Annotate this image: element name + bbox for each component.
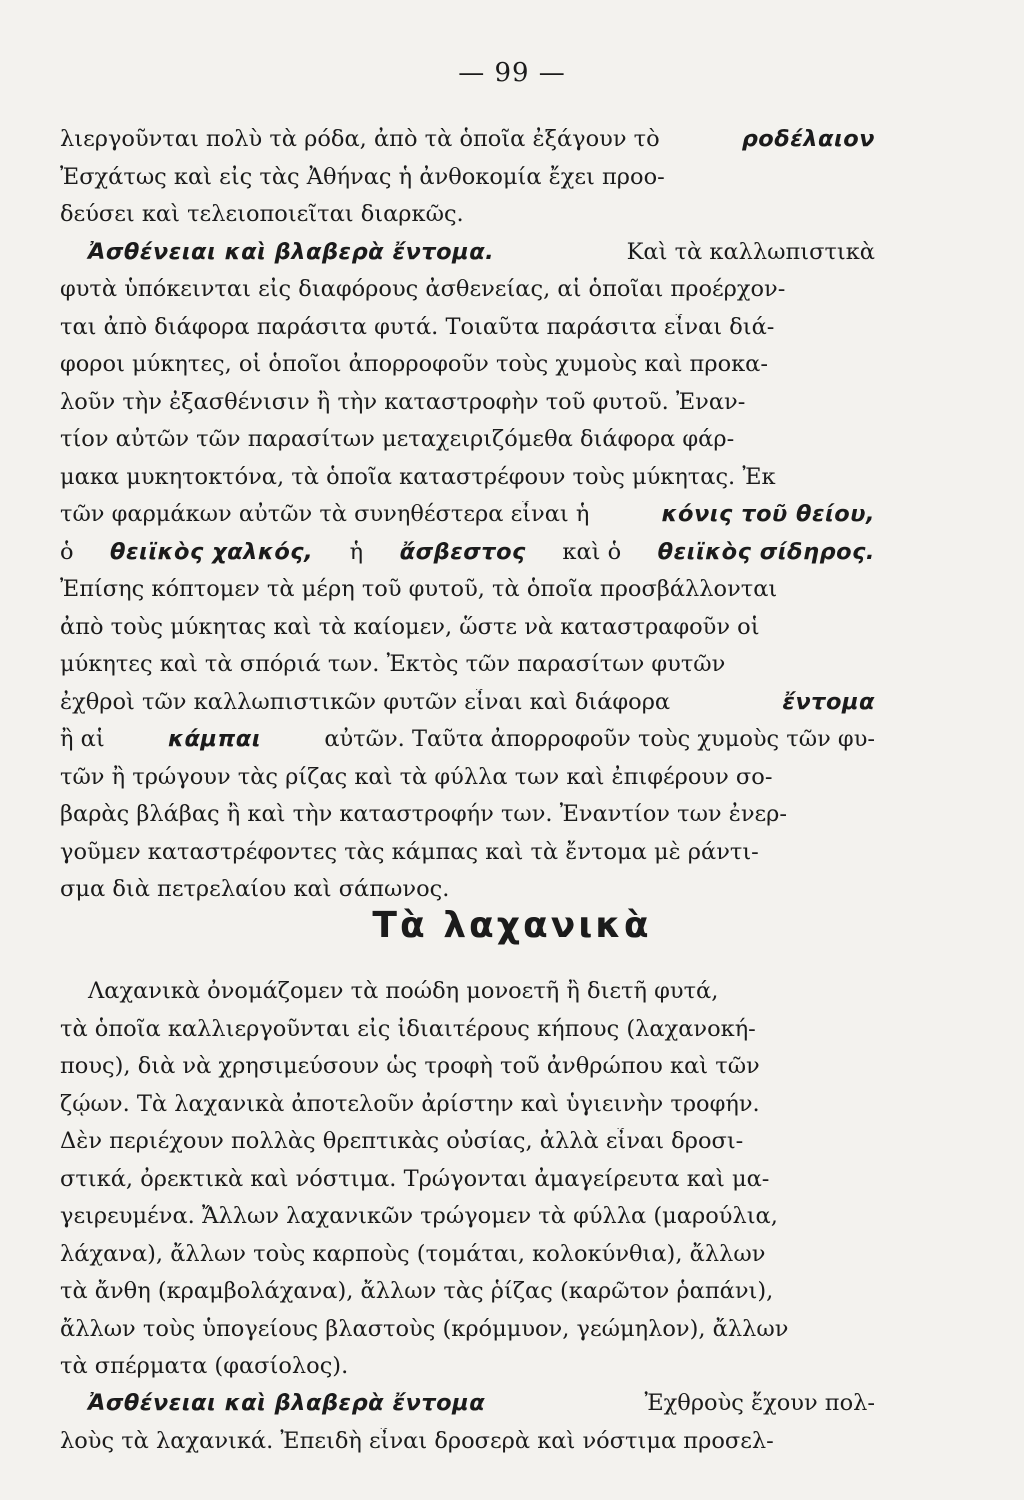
text-line: δεύσει καὶ τελειοποιεῖται διαρκῶς. [60, 201, 464, 227]
text-line: μακα μυκητοκτόνα, τὰ ὁποῖα καταστρέφουν τοὺς μύκητας. Ἐκ [60, 463, 776, 490]
text-line: γειρευμένα. Ἄλλων λαχανικῶν τρώγομεν τὰ φύλλα (μαρούλια, [60, 1203, 778, 1229]
text-line: λοῦν τὴν ἐξασθένισιν ἢ τὴν καταστροφὴν τοῦ φυτοῦ. Ἐναν- [60, 388, 746, 415]
text-line: τὰ σπέρματα (φασίολος). [60, 1353, 349, 1379]
text-line: Ἀσθένειαι καὶ βλαβερὰ ἔντομα Ἐχθροὺς ἔχουν πολ- [88, 1390, 875, 1416]
text-line: ἀπὸ τοὺς μύκητας καὶ τὰ καίομεν, ὥστε νὰ καταστραφοῦν οἱ [60, 613, 760, 640]
emphasis-iron-sulfate: θειϊκὸς σίδηρος. [657, 538, 875, 565]
text-line: ται ἀπὸ διάφορα παράσιτα φυτά. Τοιαῦτα παράσιτα εἶναι διά- [60, 313, 775, 340]
paragraph-ornamental-plants [60, 126, 875, 914]
text-line: λοὺς τὰ λαχανικά. Ἐπειδὴ εἶναι δροσερὰ καὶ νόστιμα προσελ- [60, 1427, 774, 1454]
text-line: τῶν φαρμάκων αὐτῶν τὰ συνηθέστερα εἶναι ἡ κόνις τοῦ θείου, [60, 501, 875, 527]
paragraph-vegetables [60, 978, 875, 1391]
emphasis-lime: ἄσβεστος [399, 538, 526, 565]
text-line: Ἐσχάτως καὶ εἰς τὰς Ἀθήνας ἡ ἀνθοκομία ἔχει προο- [60, 163, 665, 190]
text-line: Λαχανικὰ ὀνομάζομεν τὰ ποώδη μονοετῆ ἢ διετῆ φυτά, [88, 978, 719, 1004]
emphasis-copper-sulfate: θειϊκὸς χαλκός, [110, 538, 314, 565]
page-number: — 99 — [458, 58, 566, 88]
text-line: ζῴων. Τὰ λαχανικὰ ἀποτελοῦν ἀρίστην καὶ ὑγιεινὴν τροφήν. [60, 1090, 760, 1117]
section-heading-vegetables: Τὰ λαχανικὰ [372, 905, 652, 946]
emphasis-insects: ἔντομα [782, 688, 875, 715]
text-line: μύκητες καὶ τὰ σπόριά των. Ἐκτὸς τῶν παρασίτων φυτῶν [60, 651, 726, 677]
text-line: φοροι μύκητες, οἱ ὁποῖοι ἀπορροφοῦν τοὺς χυμοὺς καὶ προκα- [60, 351, 768, 377]
text-line: λάχανα), ἄλλων τοὺς καρποὺς (τομάται, κολοκύνθια), ἄλλων [60, 1240, 766, 1267]
text-line: τῶν ἢ τρώγουν τὰς ρίζας καὶ τὰ φύλλα των καὶ ἐπιφέρουν σο- [60, 763, 773, 790]
section-run-in-title: Ἀσθένειαι καὶ βλαβερὰ ἔντομα [88, 1390, 486, 1416]
text-line: βαρὰς βλάβας ἢ καὶ τὴν καταστροφήν των. Ἐναντίον των ἐνερ- [60, 801, 787, 827]
text-line: ἢ αἱ κάμπαι αὐτῶν. Ταῦτα ἀπορροφοῦν τοὺς χυμοὺς τῶν φυ- [60, 726, 875, 752]
text-line: στικά, ὀρεκτικὰ καὶ νόστιμα. Τρώγονται ἀμαγείρευτα καὶ μα- [60, 1165, 770, 1192]
section-run-in-title: Ἀσθένειαι καὶ βλαβερὰ ἔντομα. [88, 238, 495, 265]
text-line: τίον αὐτῶν τῶν παρασίτων μεταχειριζόμεθα διάφορα φάρ- [60, 426, 735, 452]
text-line: Δὲν περιέχουν πολλὰς θρεπτικὰς οὐσίας, ἀλλὰ εἶναι δροσι- [60, 1128, 744, 1154]
emphasis-sulfur-dust: κόνις τοῦ θείου, [661, 501, 875, 527]
text-line: γοῦμεν καταστρέφοντες τὰς κάμπας καὶ τὰ ἔντομα μὲ ράντι- [60, 838, 759, 865]
text-line: Ἐπίσης κόπτομεν τὰ μέρη τοῦ φυτοῦ, τὰ ὁποῖα προσβάλλονται [60, 576, 778, 602]
emphasis-rose-oil: ροδέλαιον [741, 126, 875, 152]
emphasis-caterpillars: κάμπαι [167, 726, 261, 752]
text-line: λιεργοῦνται πολὺ τὰ ρόδα, ἀπὸ τὰ ὁποῖα ἐξάγουν τὸ ροδέλαιον [60, 126, 875, 152]
text-line: τὰ ὁποῖα καλλιεργοῦνται εἰς ἰδιαιτέρους κήπους (λαχανοκή- [60, 1015, 756, 1042]
text-line: ὁ θειϊκὸς χαλκός, ἡ ἄσβεστος καὶ ὁ θειϊκὸς σίδηρος. [60, 538, 875, 565]
paragraph-vegetable-pests [60, 1390, 875, 1465]
text-line: ἄλλων τοὺς ὑπογείους βλαστοὺς (κρόμμυον, γεώμηλον), ἄλλων [60, 1315, 789, 1342]
text-line: ἐχθροὶ τῶν καλλωπιστικῶν φυτῶν εἶναι καὶ διάφορα ἔντομα [60, 688, 875, 715]
text-line: τὰ ἄνθη (κραμβολάχανα), ἄλλων τὰς ῥίζας (καρῶτον ῥαπάνι), [60, 1278, 774, 1304]
text-line: φυτὰ ὑπόκεινται εἰς διαφόρους ἀσθενείας, αἱ ὁποῖαι προέρχον- [60, 276, 786, 302]
text-line: Ἀσθένειαι καὶ βλαβερὰ ἔντομα. Καὶ τὰ καλλωπιστικὰ [88, 238, 875, 265]
text-line: σμα διὰ πετρελαίου καὶ σάπωνος. [60, 876, 450, 902]
text-line: πους), διὰ νὰ χρησιμεύσουν ὡς τροφὴ τοῦ ἀνθρώπου καὶ τῶν [60, 1053, 760, 1079]
